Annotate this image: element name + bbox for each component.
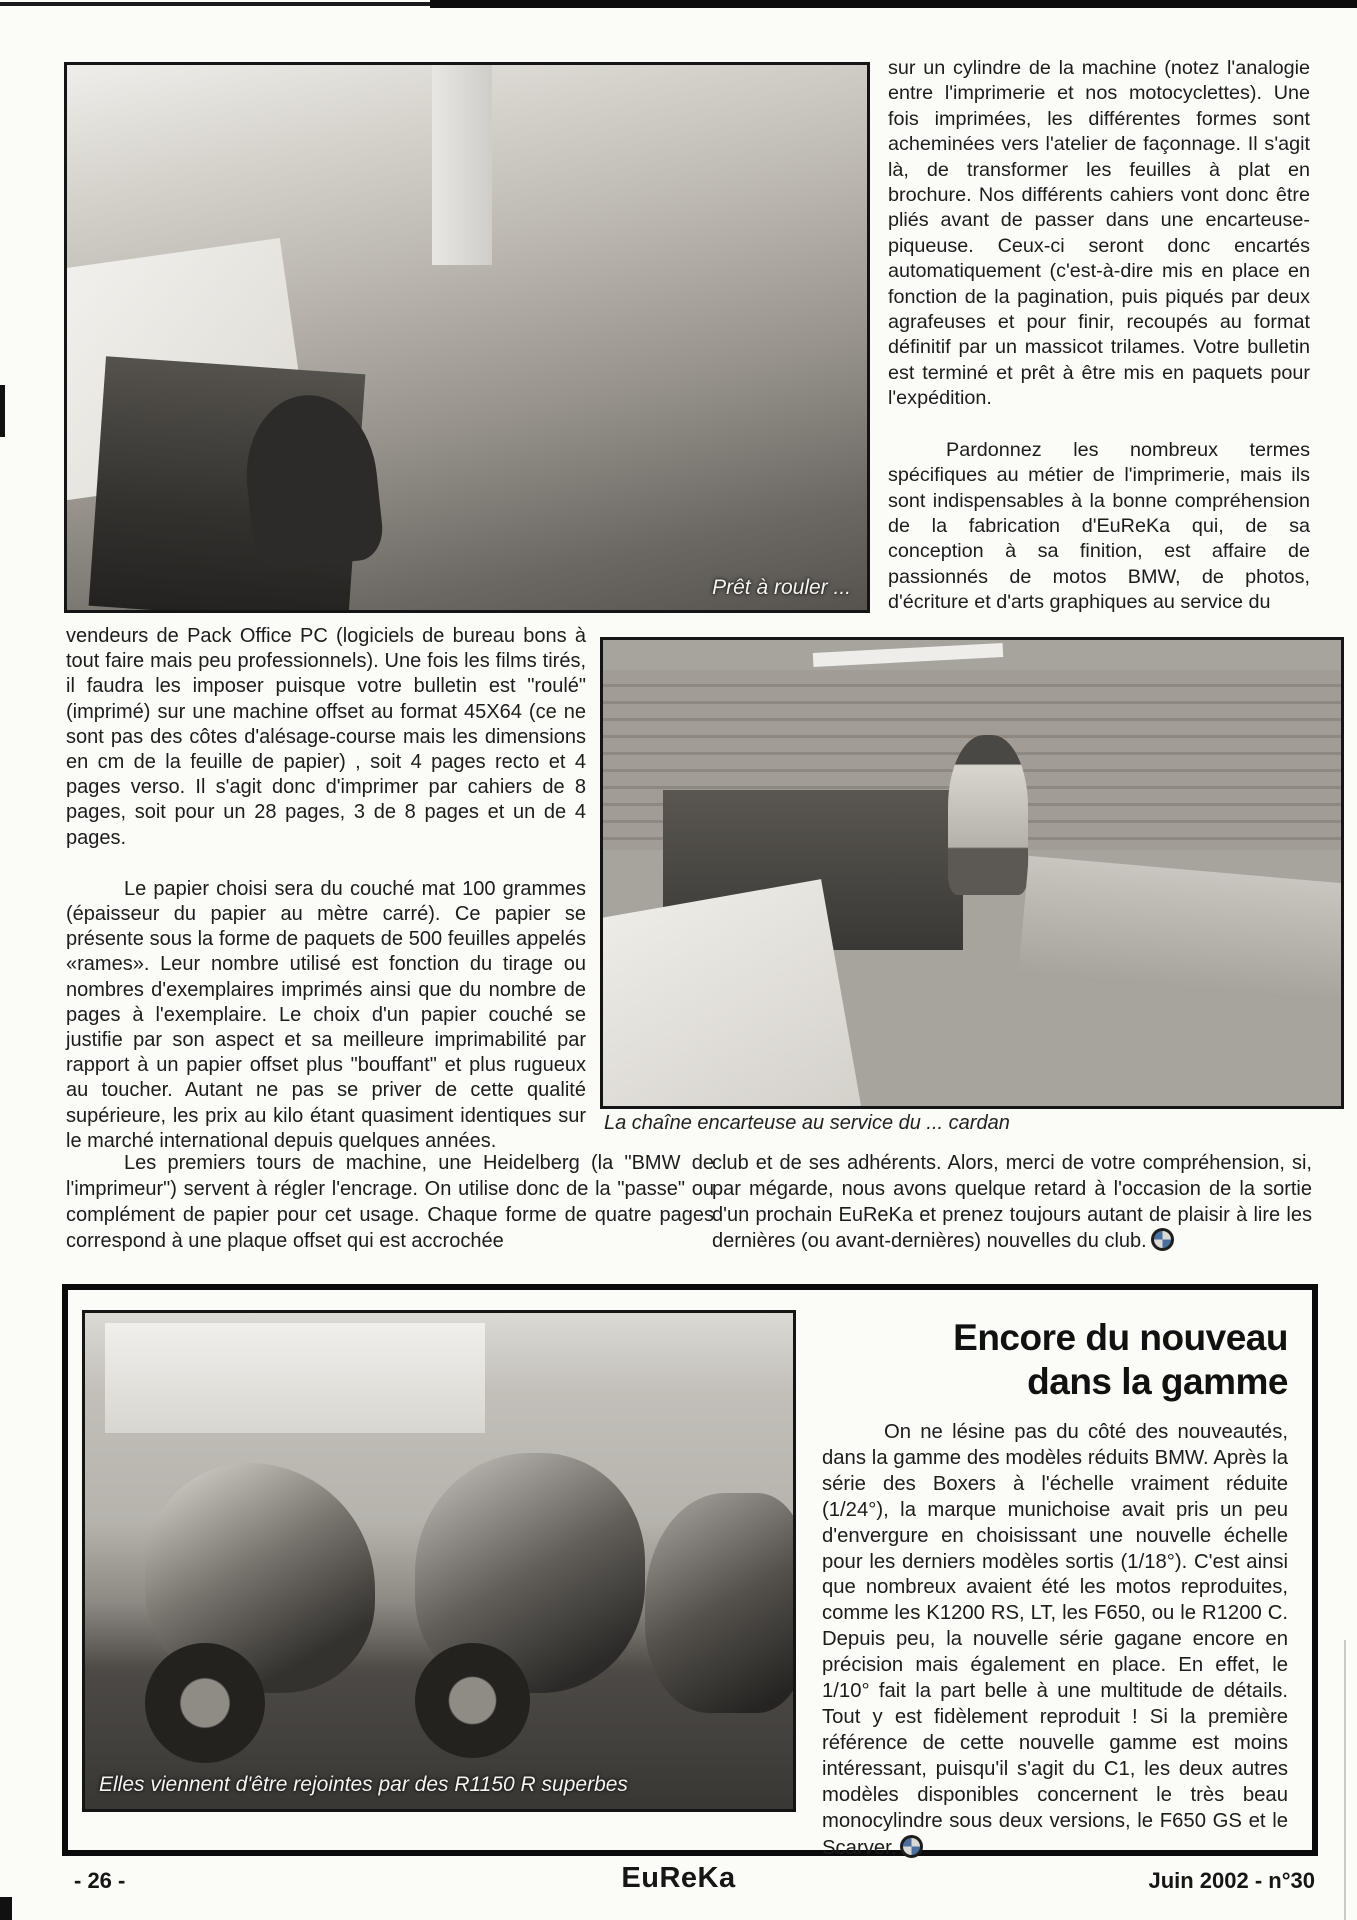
photo-shape-front-wheel-1: [145, 1643, 265, 1763]
photo-stitcher-caption: La chaîne encarteuse au service du ... cardan: [604, 1112, 1010, 1134]
photo-printing-press: [64, 62, 870, 613]
photo-shape-pallet-table: [1018, 856, 1344, 1004]
bmw-roundel-icon: [900, 1835, 923, 1858]
models-article-body: [822, 1420, 1288, 1861]
photo-press-caption: Prêt à rouler ...: [712, 576, 851, 599]
photo-model-motorcycles: [82, 1310, 796, 1812]
photo-shape-front-wheel-2: [415, 1643, 530, 1758]
models-article: [822, 1316, 1288, 1882]
scan-right-edge-line: [1344, 1640, 1346, 1920]
paragraph-heidelberg: Les premiers tours de machine, une Heidelberg (la "BMW de l'imprimeur") servent à régler l'encrage. On utilise donc de la "passe" ou complément de papier pour cet usage. Chaque forme de quatre pages correspond à une plaque offset qui est accrochée: [66, 1152, 714, 1252]
photo-shape-window: [105, 1323, 485, 1433]
column-left: [66, 624, 586, 1154]
magazine-logo: EuReKa: [621, 1862, 736, 1894]
paragraph-club-adherents-text: club et de ses adhérents. Alors, merci de votre compréhension, si, par mégarde, nous avons quelque retard à l'occasion de la sortie d'un prochain EuReKa et prenez toujours autant de plaisir à lire les dernières (ou avant-dernières) nouvelles du club.: [712, 1152, 1312, 1252]
paragraph-club-adherents: [712, 1150, 1312, 1254]
photo-shape-white-table: [600, 879, 861, 1109]
column-bottom-right: [712, 1150, 1312, 1254]
scan-left-edge-mark: [0, 385, 5, 437]
photo-stitching-line: [600, 637, 1344, 1109]
scan-top-edge-line-thick: [430, 0, 1357, 8]
photo-shape-ceiling-lamp: [813, 643, 1003, 667]
column-right-top: [888, 56, 1310, 616]
paragraph-films-imposition: vendeurs de Pack Office PC (logiciels de bureau bons à tout faire mais peu professionnels). Une fois les films tirés, il faudra les imposer puisque votre bulletin est "roulé" (imprimé) sur une machine offset au format 45X64 (ce ne sont pas des côtes d'alésage-course mais les dimensions en cm de la feuille de papier) , soit 4 pages recto et 4 pages verso. Il s'agit donc d'imprimer par cahiers de 8 pages, soit pour un 28 pages, 3 de 8 pages et un de 4 pages.: [66, 625, 586, 849]
column-bottom-left: [66, 1150, 714, 1254]
paragraph-papier-couche: Le papier choisi sera du couché mat 100 grammes (épaisseur du papier au mètre carré). Ce papier se présente sous la forme de paquets de 500 feuilles appelés «rames». Leur nombre utilisé est fonction du tirage ou nombres d'exemplaires imprimés ainsi que du nombre de pages à l'exemplaire. Le choix d'un papier couché se justifie par son aspect et sa meilleure imprimabilité par rapport à un papier offset plus "bouffant" et plus rugueux au toucher. Autant ne pas se priver de cette qualité supérieure, les prix au kilo étant quasiment identiques sur le marché international depuis quelques années.: [66, 877, 586, 1152]
photo-shape-pillar: [432, 65, 492, 265]
bmw-roundel-icon: [1151, 1228, 1174, 1251]
models-article-title: [822, 1316, 1288, 1404]
paragraph-offset-printing: sur un cylindre de la machine (notez l'analogie entre l'imprimerie et nos motocyclettes). Une fois imprimées, les différentes formes sont acheminées vers l'atelier de façonnage. Il s'agit là, de transformer les feuilles à plat en brochure. Nos différents cahiers vont donc être pliés avant de passer dans une encarteuse-piqueuse. Ceux-ci seront donc encartés automatiquement (c'est-à-dire mis en place en fonction de la pagination, puis piqués par deux agrafeuses et pour finir, recoupés au format définitif par un massicot trilames. Votre bulletin est terminé et prêt à être mis en paquets pour l'expédition.: [888, 57, 1310, 410]
scan-corner-mark: [0, 1897, 12, 1920]
models-article-title-line2: dans la gamme: [1027, 1361, 1288, 1402]
photo-models-caption: Elles viennent d'être rejointes par des R1150 R superbes: [99, 1773, 628, 1796]
models-article-title-line1: Encore du nouveau: [953, 1317, 1288, 1358]
models-article-body-text: On ne lésine pas du côté des nouveautés, dans la gamme des modèles réduits BMW. Après la série des Boxers à l'échelle vraiment réduite (1/24°), la marque munichoise avait pris un peu d'envergure en choisissant une nouvelle échelle pour les derniers modèles sortis (1/18°). C'est ainsi que nombreux avaient été les motos reproduites, comme les K1200 RS, LT, les F650, ou le R1200 C. Depuis peu, la nouvelle série gagane encore en précision mais également en place. En effet, le 1/10° fait la part belle à une multitude de détails. Tout y est fidèlement reproduit ! Si la première référence de cette nouvelle gamme est moins intéressant, puisqu'il s'agit du C1, les deux autres modèles disponibles concernent le très beau monocylindre sous deux versions, le F650 GS et le Scarver.: [822, 1421, 1288, 1859]
page-number: - 26 -: [74, 1868, 126, 1893]
issue-date: Juin 2002 - n°30: [1148, 1868, 1315, 1893]
paragraph-pardonnez: Pardonnez les nombreux termes spécifiques au métier de l'imprimerie, mais ils sont indispensables à la bonne compréhension de la fabrication d'EuReKa qui, de sa conception à sa finition, est affaire de passionnés de motos BMW, de photos, d'écriture et d'arts graphiques au service du: [888, 438, 1310, 614]
photo-shape-worker: [948, 735, 1028, 895]
photo-shape-motorcycle-3: [645, 1493, 796, 1713]
